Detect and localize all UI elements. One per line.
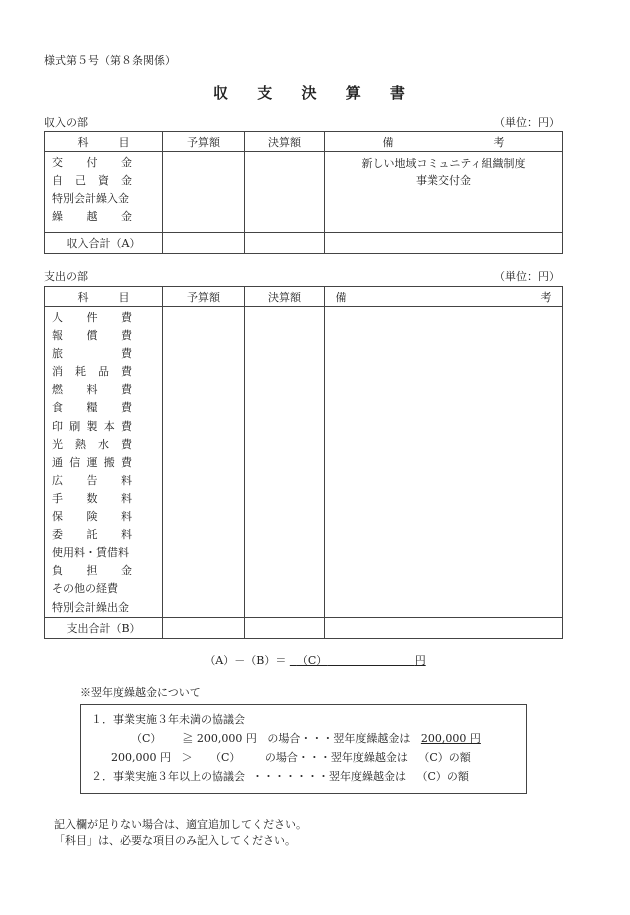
income-total-actual[interactable] xyxy=(245,233,325,254)
expense-item: 消 耗 品 費 xyxy=(52,365,132,379)
carryover-line-3: 200,000 円 ＞ （C） の場合・・・翌年度繰越金は （C）の額 xyxy=(111,751,471,764)
expense-item: 印 刷 製 本 費 xyxy=(52,419,132,433)
income-header-remarks: 備 考 xyxy=(325,132,563,152)
expense-item: その他の経費 xyxy=(52,582,118,596)
expense-item: 使用料・賃借料 xyxy=(52,546,129,560)
expense-section-label: 支出の部 xyxy=(44,270,88,283)
carryover-line-4: ２．事業実施３年以上の協議会 ・・・・・・・翌年度繰越金は （C）の額 xyxy=(91,770,469,783)
expense-header-actual: 決算額 xyxy=(245,287,325,307)
income-budget-cell[interactable] xyxy=(163,152,245,233)
expense-item: 特別会計繰出金 xyxy=(52,600,129,614)
income-item: 繰 越 金 xyxy=(52,210,132,224)
expense-table xyxy=(44,286,563,639)
formula-left: （A）－（B）＝ xyxy=(204,654,287,667)
expense-total-remarks[interactable] xyxy=(325,617,563,638)
expense-item: 人 件 費 xyxy=(52,311,132,324)
footer-note-2: 「科目」は、必要な項目のみ記入してください。 xyxy=(54,834,296,847)
balance-formula xyxy=(0,652,630,668)
expense-actual-cell[interactable] xyxy=(245,307,325,618)
income-items-cell xyxy=(45,152,163,233)
income-header-actual: 決算額 xyxy=(245,132,325,152)
income-remarks-cell[interactable] xyxy=(325,152,563,233)
footer-note-1: 記入欄が足りない場合は、適宜追加してください。 xyxy=(54,818,307,831)
expense-item: 報 償 費 xyxy=(52,329,132,343)
income-total-label: 収入合計（A） xyxy=(45,233,163,254)
carryover-line-1: １．事業実施３年未満の協議会 xyxy=(91,713,245,726)
carryover-line-2: （C） ≧ 200,000 円 の場合・・・翌年度繰越金は 200,000 円 xyxy=(131,732,481,745)
income-section-label: 収入の部 xyxy=(44,116,88,129)
expense-item: 委 託 料 xyxy=(52,528,132,542)
expense-item: 光 熱 水 費 xyxy=(52,437,132,451)
formula-c-blank[interactable]: （C） 円 xyxy=(296,654,426,667)
expense-header-item: 科 目 xyxy=(45,287,163,307)
expense-item: 通 信 運 搬 費 xyxy=(52,455,132,469)
form-number: 様式第５号（第８条関係） xyxy=(44,54,176,67)
expense-items-cell xyxy=(45,307,163,618)
income-item: 自 己 資 金 xyxy=(52,174,132,188)
expense-item: 食 糧 費 xyxy=(52,401,132,415)
income-unit-label: （単位：円） xyxy=(494,116,560,129)
expense-item: 広 告 料 xyxy=(52,473,132,487)
income-header-item: 科 目 xyxy=(45,132,163,152)
carryover-box xyxy=(80,704,527,794)
income-total-budget[interactable] xyxy=(163,233,245,254)
expense-item: 保 険 料 xyxy=(52,510,132,524)
income-item: 交 付 金 xyxy=(52,156,132,169)
income-total-remarks[interactable] xyxy=(325,233,563,254)
income-actual-cell[interactable] xyxy=(245,152,325,233)
expense-total-budget[interactable] xyxy=(163,617,245,638)
expense-budget-cell[interactable] xyxy=(163,307,245,618)
income-header-budget: 予算額 xyxy=(163,132,245,152)
expense-item: 手 数 料 xyxy=(52,491,132,505)
expense-header-remarks: 備 考 xyxy=(325,287,563,307)
expense-header-budget: 予算額 xyxy=(163,287,245,307)
income-remark-line: 新しい地域コミュニティ組織制度 xyxy=(361,157,526,170)
expense-item: 負 担 金 xyxy=(52,564,132,578)
page-title: 収 支 決 算 書 xyxy=(213,84,417,102)
income-remark-line: 事業交付金 xyxy=(416,174,471,187)
expense-remarks-cell[interactable] xyxy=(325,307,563,618)
expense-unit-label: （単位：円） xyxy=(494,270,560,283)
expense-total-label: 支出合計（B） xyxy=(45,617,163,638)
carryover-title: ※翌年度繰越金について xyxy=(80,686,201,699)
expense-total-actual[interactable] xyxy=(245,617,325,638)
income-table xyxy=(44,131,563,254)
expense-item: 燃 料 費 xyxy=(52,383,132,397)
income-item: 特別会計繰入金 xyxy=(52,192,129,206)
expense-item: 旅 費 xyxy=(52,347,132,361)
